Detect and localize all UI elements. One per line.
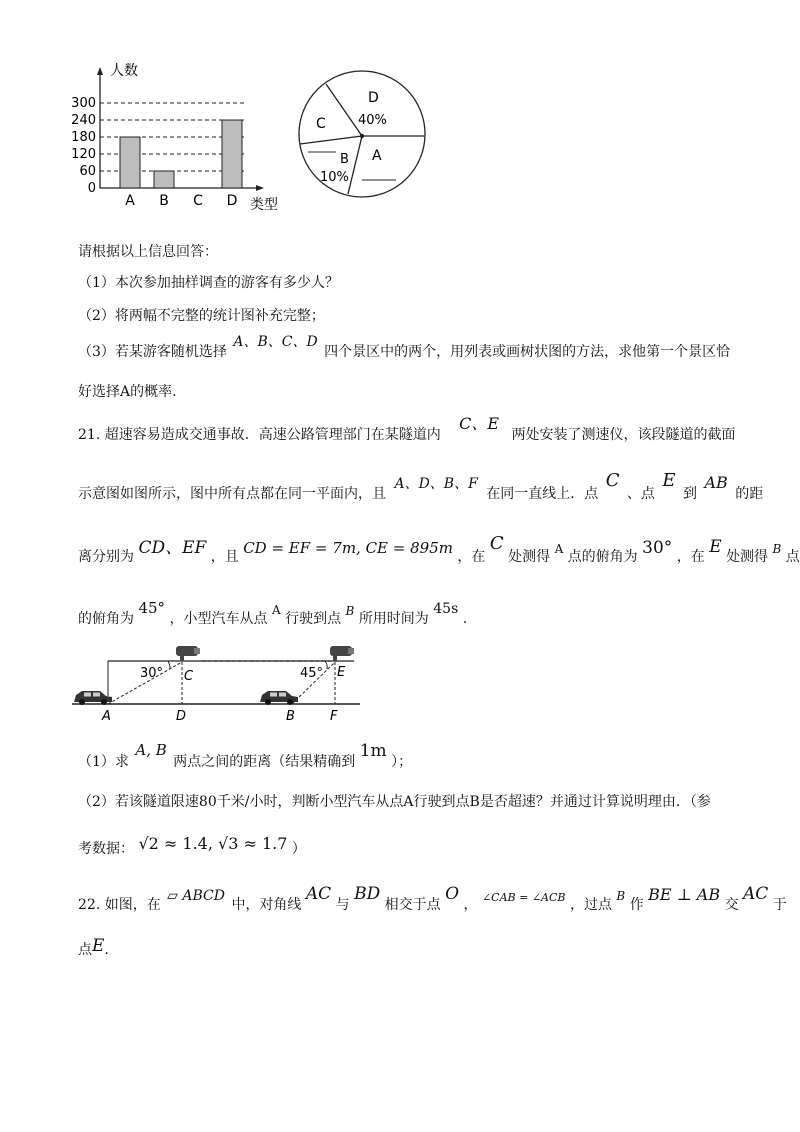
label-point-a: A <box>102 709 111 724</box>
pie-label-a: A <box>372 148 382 164</box>
q21-l3-h: 点 <box>785 549 800 565</box>
q21-l4-math2: A <box>271 603 281 617</box>
q21-l3-math6: E <box>709 537 722 557</box>
y-tick-label-180: 180 <box>71 130 96 145</box>
q20-part2: （2）将两幅不完整的统计图补充完整； <box>78 308 325 324</box>
pie-label-c: C <box>316 116 326 132</box>
q22-line1 <box>78 884 787 915</box>
pie-label-d: D <box>368 90 379 106</box>
y-tick-label-120: 120 <box>71 147 96 162</box>
q22-b: 中，对角线 <box>231 897 302 913</box>
q21-l3-d: 处测得 <box>508 549 551 565</box>
q21-s1-b: 两点之间的距离（结果精确到 <box>173 754 356 770</box>
label-angle-45: 45° <box>300 666 324 681</box>
q22-f: ，过点 <box>569 897 612 913</box>
q22-c: 与 <box>335 897 350 913</box>
pie-divider-c-b <box>300 136 362 144</box>
bar-B <box>154 171 174 188</box>
q22-math7: BE ⊥ AB <box>648 885 721 904</box>
pie-percent-d: 40% <box>358 113 387 128</box>
q22-math9: E <box>92 936 105 956</box>
q21-l3-math5: 30° <box>642 538 673 558</box>
q22-math5: ∠CAB = ∠ACB <box>481 891 566 904</box>
q22-math3: BD <box>354 884 381 904</box>
q21-sub2: （2）若该隧道限速80千米/小时，判断小型汽车从点A行驶到点B是否超速？并通过计算说明理由．（参 <box>78 794 711 810</box>
q21-l4-e: . <box>462 611 468 627</box>
q20-p3-text-a: （3）若某游客随机选择 <box>78 344 227 360</box>
y-tick-label-300: 300 <box>71 96 96 111</box>
q21-line4 <box>78 599 468 628</box>
q21-l4-b: ，小型汽车从点 <box>169 611 268 627</box>
q21-l3-math7: B <box>772 542 782 556</box>
label-point-e: E <box>337 665 346 680</box>
y-axis-arrow <box>97 67 103 75</box>
q21-s3-a: 考数据： <box>78 841 134 857</box>
q21-l1-b: 两处安装了测速仪，该段隧道的截面 <box>511 427 736 443</box>
q20-intro: 请根据以上信息回答： <box>78 244 218 260</box>
label-point-d: D <box>176 709 187 724</box>
q21-line3 <box>78 533 800 566</box>
x-tick-label-A: A <box>125 193 135 209</box>
pie-percent-b: 10% <box>320 170 349 185</box>
q21-l3-math1: CD、EF <box>138 538 207 558</box>
q21-s1-c: ）； <box>391 754 413 770</box>
y-tick-label-60: 60 <box>79 164 96 179</box>
q21-l3-math2: CD = EF = 7m, CE = 895m <box>243 539 453 557</box>
q21-l2-c: 、点 <box>626 486 655 502</box>
x-tick-label-D: D <box>226 193 238 209</box>
q22-h: 交 <box>724 897 739 913</box>
q22-j: 点 <box>78 942 92 958</box>
q20-part1: （1）本次参加抽样调查的游客有多少人？ <box>78 275 339 291</box>
q21-line2 <box>78 470 764 503</box>
q22-g: 作 <box>629 897 644 913</box>
bar-chart <box>60 55 290 215</box>
label-point-b: B <box>286 709 295 724</box>
x-tick-label-B: B <box>159 193 169 209</box>
q21-s3-math: √2 ≈ 1.4, √3 ≈ 1.7 <box>138 834 288 853</box>
q21-l2-math3: E <box>662 470 676 491</box>
q21-l2-b: 在同一直线上．点 <box>486 486 599 502</box>
q21-sub1 <box>78 741 413 771</box>
q22-math2: AC <box>305 884 332 904</box>
x-tick-label-C: C <box>193 193 203 209</box>
q22-k: . <box>104 942 109 958</box>
car-at-b-icon <box>260 691 298 705</box>
label-angle-30: 30° <box>140 666 164 681</box>
q21-l2-math2: C <box>605 470 620 491</box>
q21-l3-c: ，在 <box>457 549 486 565</box>
q22-math6: B <box>616 889 626 903</box>
q21-l1-math: C、E <box>459 414 500 433</box>
q21-l3-math4: A <box>554 542 564 556</box>
q21-l2-e: 的距 <box>735 486 764 502</box>
pie-label-b: B <box>340 152 349 167</box>
q20-p3-math: A、B、C、D <box>233 334 318 350</box>
q21-l3-f: ，在 <box>676 549 705 565</box>
angle-arc-30 <box>168 661 170 669</box>
q21-l1-a: 21. 超速容易造成交通事故．高速公路管理部门在某隧道内 <box>78 427 441 443</box>
y-axis-title: 人数 <box>110 63 138 79</box>
q22-d: 相交于点 <box>384 897 441 913</box>
q22-line2 <box>78 936 109 959</box>
pie-center <box>360 134 364 138</box>
q21-l4-a: 的俯角为 <box>78 611 134 627</box>
q21-l4-math4: 45s <box>433 601 459 617</box>
q21-s1-math2: 1m <box>359 741 387 761</box>
q21-l2-d: 到 <box>682 486 697 502</box>
pie-chart <box>296 68 428 200</box>
q21-l3-math3: C <box>489 533 504 554</box>
label-point-f: F <box>330 709 338 724</box>
q21-l2-math4: AB <box>704 473 728 492</box>
bar-A <box>120 137 140 188</box>
pie-divider-c-d <box>326 84 362 136</box>
q21-l4-c: 行驶到点 <box>285 611 342 627</box>
q22-a: 22. 如图，在 <box>78 897 161 913</box>
tunnel-diagram <box>70 640 370 725</box>
q21-l2-math1: A、D、B、F <box>394 476 478 492</box>
q21-l3-g: 处测得 <box>726 549 769 565</box>
y-tick-label-240: 240 <box>71 113 96 128</box>
q21-line1 <box>78 414 736 444</box>
q21-s1-math: A, B <box>135 741 167 759</box>
q21-l4-math3: B <box>345 604 355 618</box>
q21-l2-a: 示意图如图所示，图中所有点都在同一平面内，且 <box>78 486 386 502</box>
q22-math1: ▱ ABCD <box>167 888 225 904</box>
label-point-c: C <box>184 669 194 684</box>
q20-p3-text-b: 四个景区中的两个，用列表或画树状图的方法，求他第一个景区恰 <box>324 344 731 360</box>
q21-s3-b: ） <box>291 841 306 857</box>
q20-part3-line1 <box>78 334 731 361</box>
x-axis-arrow <box>256 185 264 191</box>
x-axis-title: 类型 <box>250 197 278 213</box>
q20-part3-line2: 好选择A的概率. <box>78 384 177 400</box>
q21-l4-math1: 45° <box>138 599 166 617</box>
q21-l3-b: ，且 <box>210 549 239 565</box>
q22-e: ， <box>463 897 478 913</box>
bar-D <box>222 120 242 188</box>
q22-i: 于 <box>772 897 787 913</box>
q22-math4: O <box>445 884 460 904</box>
q21-sub2-ref <box>78 834 306 858</box>
camera-e-icon <box>330 646 354 661</box>
angle-arc-45 <box>325 661 327 669</box>
q21-l3-e: 点的俯角为 <box>567 549 638 565</box>
q21-l4-d: 所用时间为 <box>358 611 429 627</box>
q21-l3-a: 离分别为 <box>78 549 134 565</box>
q21-s1-a: （1）求 <box>78 754 129 770</box>
camera-c-icon <box>176 646 200 661</box>
y-tick-label-0: 0 <box>87 181 96 196</box>
pie-divider-b-a <box>348 136 362 194</box>
q22-math8: AC <box>743 884 769 904</box>
car-at-a-icon <box>74 691 112 705</box>
